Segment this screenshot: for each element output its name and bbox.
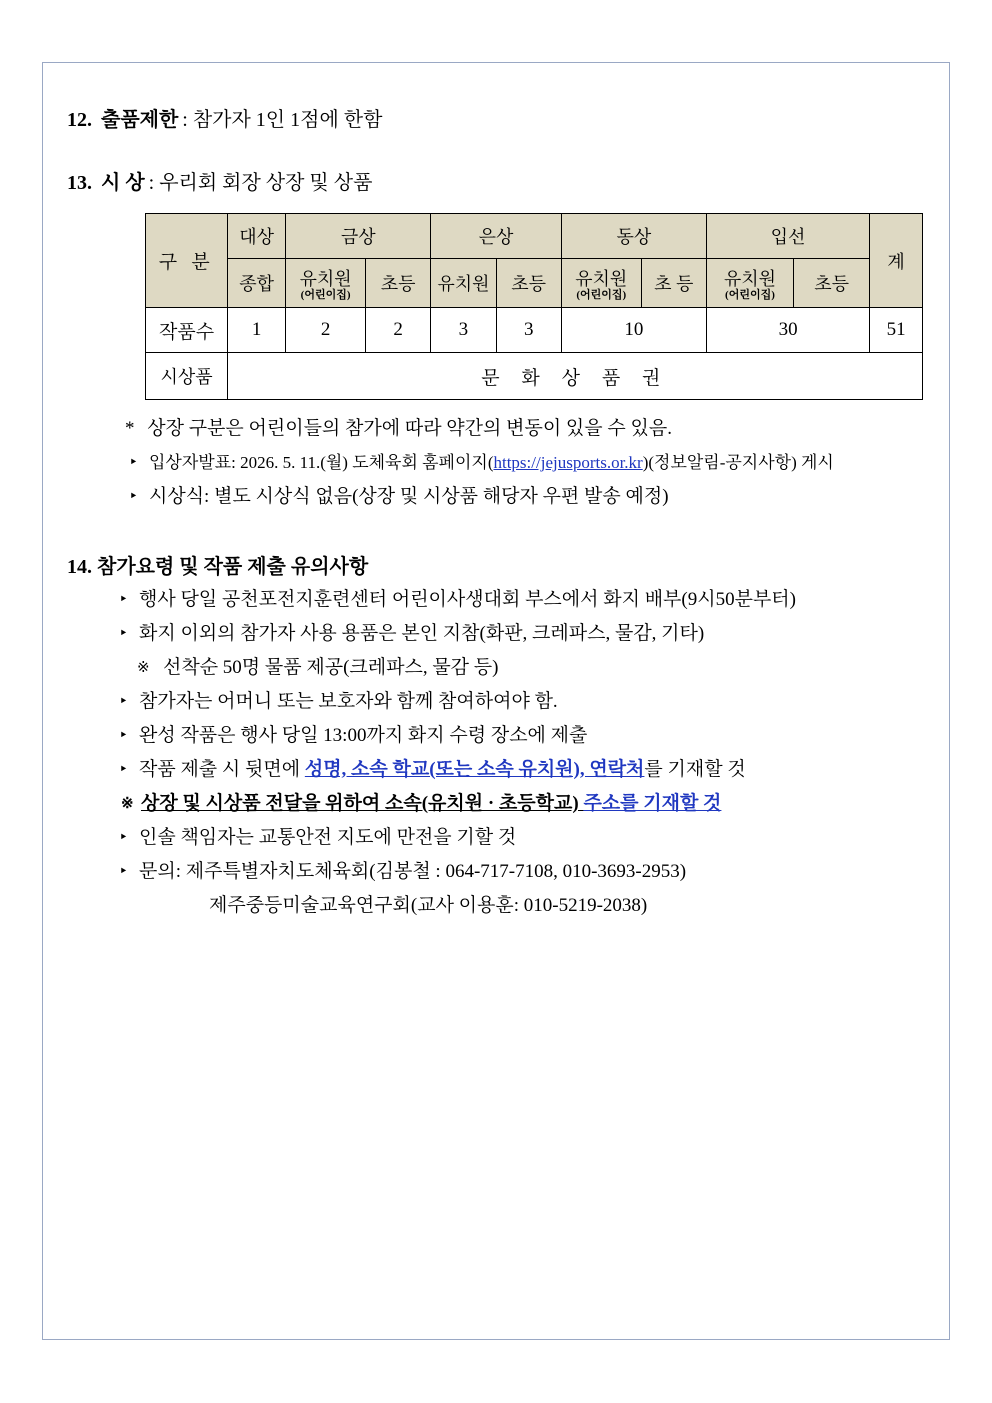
th-ip-elem: 초등 [794,259,870,308]
th-eun-elem: 초등 [496,259,561,308]
bullet-mark: ‣ [119,864,128,880]
td-prize-label: 시상품 [146,353,228,400]
bullet-text: 인솔 책임자는 교통안전 지도에 만전을 기할 것 [139,827,517,848]
document-page [42,62,950,1340]
emphasis-required-info: 성명, 소속 학교(또는 소속 유치원), 연락처 [304,759,645,780]
bullet-text: 문의: 제주특별자치도체육회(김봉철 : 064-717-7108, 010-3693-2953) [139,861,687,882]
td-count-label: 작품수 [146,308,228,353]
note-announcement-after: )(정보알림-공지사항) 게시 [642,453,834,472]
td-prize-value: 문 화 상 품 권 [228,353,923,400]
th-eun-kinder: 유치원 [431,259,496,308]
note-star: * 상장 구분은 어린이들의 참가에 따라 약간의 변동이 있을 수 있음. [125,418,672,439]
item-12-index: 12. [67,109,92,131]
contact-sub-line: 제주중등미술교육연구회(교사 이용훈: 010-5219-2038) [209,895,648,916]
table-header-row-1 [146,214,923,259]
th-daesang: 대상 [228,214,286,259]
note-text-before: 상장 및 시상품 전달을 위하여 소속(유치원 · 초등학교) [141,793,584,814]
td-count-ipseon: 30 [706,308,869,353]
bullet-text: 참가자는 어머니 또는 보호자와 함께 참여하여야 함. [139,691,558,712]
th-gye: 계 [870,214,923,308]
th-ipseon: 입선 [706,214,869,259]
bullet-mark: ‣ [119,830,128,846]
item-12 [67,103,923,132]
bullet-hwaji-distribution [119,583,923,617]
th-jonghap: 종합 [228,259,286,308]
bullet-text-before: 작품 제출 시 뒷면에 [139,759,305,780]
item-13 [67,166,923,195]
th-gubun: 구 분 [146,214,228,308]
table-header-row-2 [146,259,923,308]
td-count-geum-elem: 2 [365,308,430,353]
note-text: 선착순 50명 물품 제공(크레파스, 물감 등) [163,657,499,678]
note-mark: ※ [121,796,134,812]
bullet-contact [119,855,923,889]
award-table [145,213,923,400]
th-dong-kinder: 유치원 (어린이집) [561,259,641,308]
bullet-supplies [119,617,923,651]
section-14 [67,550,923,923]
td-count-geum-kinder: 2 [286,308,366,353]
note-announcement-before: 입상자발표: 2026. 5. 11.(월) 도체육회 홈페이지( [149,453,494,472]
bullet-guardian [119,685,923,719]
td-count-dongsang: 10 [561,308,706,353]
bullet-back-label [119,753,923,787]
bullet-text: 완성 작품은 행사 당일 13:00까지 화지 수령 장소에 제출 [139,725,588,746]
th-dong-elem: 초 등 [641,259,706,308]
bullet-mark: ‣ [119,762,128,778]
th-dongsang: 동상 [561,214,706,259]
bullet-text-after: 를 기재할 것 [644,759,746,780]
document-content [67,103,923,923]
note-ceremony-text: 시상식: 별도 시상식 없음(상장 및 시상품 해당자 우편 발송 예정) [149,486,669,507]
note-ceremony [129,480,923,514]
note-announcement [129,446,923,480]
note-mark: ※ [137,660,150,676]
td-count-daesang: 1 [228,308,286,353]
bullet-text: 화지 이외의 참가자 사용 용품은 본인 지참(화판, 크레파스, 물감, 기타) [139,623,705,644]
jejusports-link[interactable]: https://jejusports.or.kr [493,453,643,472]
bullet-text: 행사 당일 공천포전지훈련센터 어린이사생대회 부스에서 화지 배부(9시50분부터) [139,589,796,610]
th-geum-elem: 초등 [365,259,430,308]
item-13-value: : 우리회 회장 상장 및 상품 [148,172,373,194]
item-13-key: 시 상 [101,172,145,194]
th-geum-kinder: 유치원 (어린이집) [286,259,366,308]
td-count-total: 51 [870,308,923,353]
bullet-mark: ‣ [119,694,128,710]
bullet-mark: ‣ [129,455,138,471]
note-first-come [137,651,923,685]
bullet-mark: ‣ [119,728,128,744]
bullet-traffic-safety [119,821,923,855]
bullet-mark: ‣ [129,489,138,505]
th-ip-kinder: 유치원 (어린이집) [706,259,793,308]
note-address [121,787,923,821]
td-count-eun-elem: 3 [496,308,561,353]
section-14-title: 14. 참가요령 및 작품 제출 유의사항 [67,556,369,578]
table-row-prize [146,353,923,400]
notes13-bullets [129,446,923,514]
emphasis-address: 주소를 기재할 것 [583,793,722,814]
th-geumsang: 금상 [286,214,431,259]
section-14-bullets [119,583,923,923]
table-row-count [146,308,923,353]
item-13-index: 13. [67,172,92,194]
item-12-key: 출품제한 [101,109,179,131]
bullet-mark: ‣ [119,592,128,608]
th-eunsang: 은상 [431,214,562,259]
bullet-submission-time [119,719,923,753]
item-12-value: : 참가자 1인 1점에 한함 [182,109,383,131]
td-count-eun-kinder: 3 [431,308,496,353]
bullet-mark: ‣ [119,626,128,642]
award-table-wrapper [145,213,923,400]
